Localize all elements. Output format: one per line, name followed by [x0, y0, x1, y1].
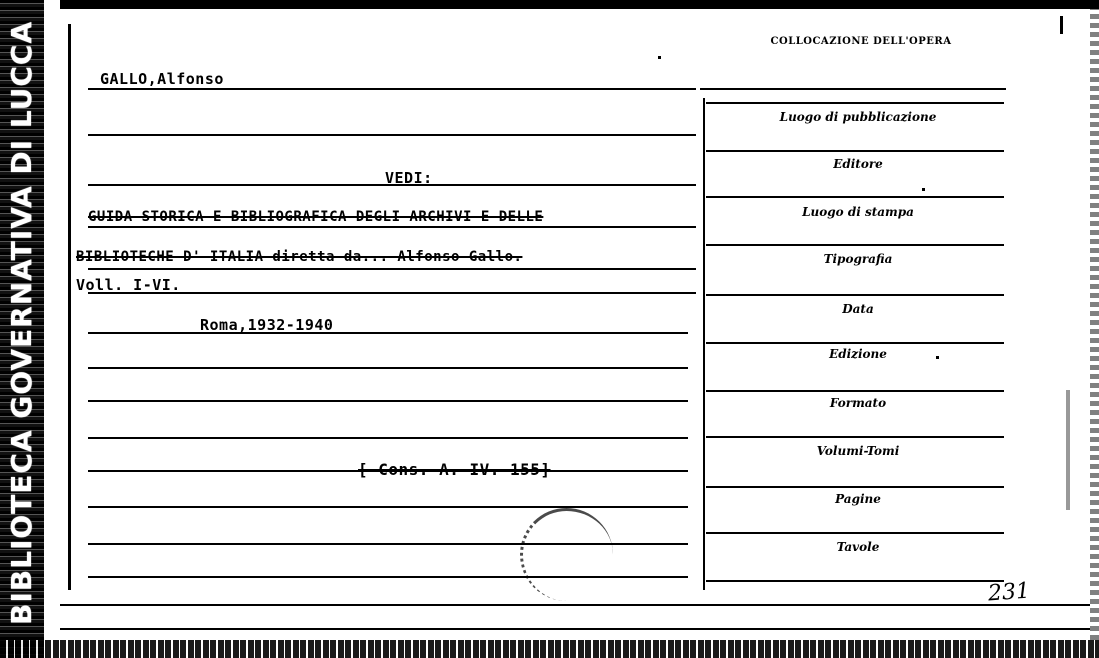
handwritten-number: 231: [987, 578, 1031, 607]
ruled-line: [706, 486, 1004, 488]
card-right-edge: [1090, 9, 1099, 640]
ruled-line: [88, 88, 696, 90]
library-stamp-text: BIBLIOTECA GOVERNATIVA DI LUCCA: [5, 20, 38, 625]
ruled-line: [700, 88, 1006, 90]
title-line-1: GUIDA STORICA E BIBLIOGRAFICA DEGLI ARCHIVI E DELLE: [88, 209, 544, 225]
field-place-of-publication: Luogo di pubblicazione: [779, 110, 937, 124]
field-publisher: Editore: [833, 157, 883, 171]
corner-tick-mark: [1060, 16, 1063, 34]
ruled-line: [706, 294, 1004, 296]
ruled-line: [706, 150, 1004, 152]
field-pages: Pagine: [835, 492, 881, 506]
volumes-entry: Voll. I-VI.: [76, 276, 181, 294]
card-bottom-line: [60, 604, 1090, 606]
field-volumes: Volumi-Tomi: [816, 444, 900, 458]
field-format: Formato: [829, 396, 887, 410]
ruled-line: [88, 332, 688, 334]
ruled-line: [706, 390, 1004, 392]
ruled-line: [88, 226, 696, 228]
ruled-line: [88, 134, 696, 136]
ruled-line: [706, 580, 1004, 582]
field-plates: Tavole: [836, 540, 880, 554]
collocation-divider: [703, 98, 705, 590]
ruled-line: [706, 244, 1004, 246]
card-top-border: [0, 0, 1099, 9]
place-date-entry: Roma,1932-1940: [200, 316, 334, 334]
ruled-line: [706, 196, 1004, 198]
ruled-line: [88, 400, 688, 402]
field-edition: Edizione: [829, 347, 887, 361]
strip-gap: [44, 0, 60, 658]
author-entry: GALLO,Alfonso: [100, 70, 224, 88]
collocation-title: COLLOCAZIONE DELL'OPERA: [770, 36, 952, 47]
shelfmark-entry: [ Cons. A. IV. 155]: [358, 460, 551, 479]
field-date: Data: [842, 302, 874, 316]
card-bottom-rule: [60, 628, 1090, 630]
faint-seal-mark: [520, 508, 613, 601]
left-margin-line: [68, 24, 71, 590]
ink-speck: [936, 356, 939, 359]
see-label: VEDI:: [385, 169, 433, 187]
ruled-line: [88, 268, 696, 270]
ruled-line: [88, 437, 688, 439]
ink-speck: [1066, 390, 1070, 510]
title-line-2: BIBLIOTECHE D' ITALIA diretta da... Alfonso Gallo.: [76, 249, 523, 265]
field-printer: Tipografia: [823, 252, 893, 266]
field-place-of-printing: Luogo di stampa: [802, 205, 914, 219]
ink-speck: [658, 56, 661, 59]
ruled-line: [706, 342, 1004, 344]
ruled-line: [88, 506, 688, 508]
ruled-line: [706, 436, 1004, 438]
card-bottom-border: [0, 640, 1099, 658]
ink-speck: [922, 188, 925, 191]
ruled-line: [706, 532, 1004, 534]
ruled-line: [706, 102, 1004, 104]
ruled-line: [88, 367, 688, 369]
